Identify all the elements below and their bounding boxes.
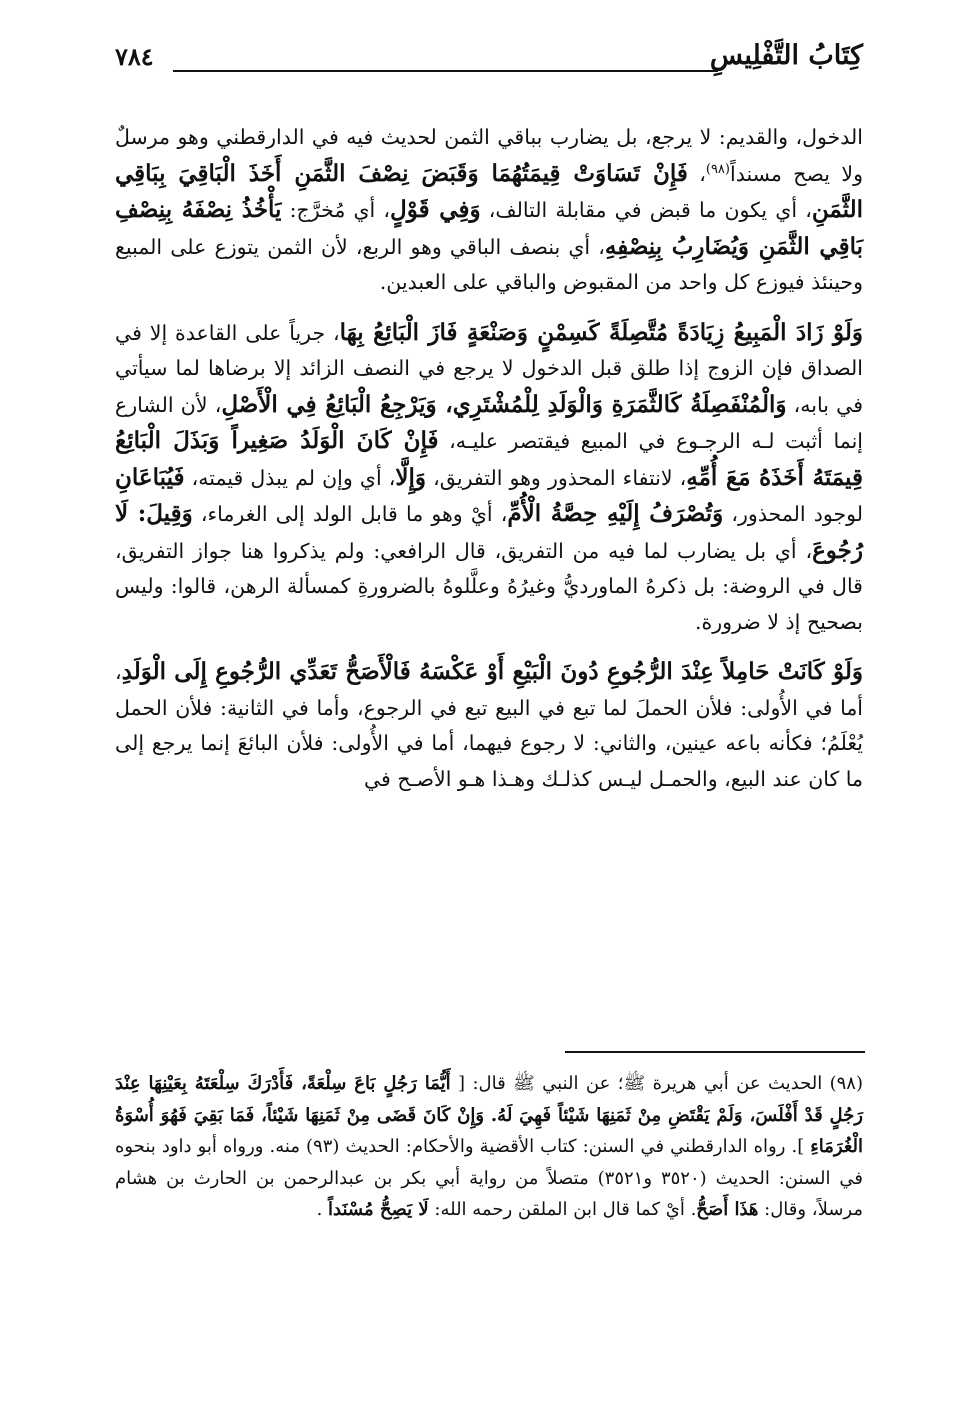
commentary-text: الدخول، والقديم: لا يرجع، بل يضارب بباقي الثمن لحديث فيه في الدارقطني وهو مرسلٌ ولا يصح مسنداً	[115, 125, 863, 186]
commentary-text: ، أما في الأُولى: فلأن الحملَ لما تبع في البيع تبع في الرجوع، وأما في الثانية: فلأن الحمل يُعْلَمُ؛ فكأنه باعه عينين، والثاني: لا رجوع فيهما، أما في الأُولى: فلأن البائعَ إنما يرجع إلى ما كان عند البيع، والحمـل ليـس كذلـك وهـذا هـو الأصـح في	[115, 660, 863, 791]
footnote-reference[interactable]: (٩٨)	[705, 161, 730, 177]
matn-text: فَيُبَاعَانِ	[115, 463, 185, 491]
header-rule	[173, 70, 718, 72]
matn-text: وَقِيلَ: لَا رُجُوعَ	[115, 500, 863, 564]
matn-text: وَفِي قَوْلٍ	[390, 196, 481, 223]
matn-text: وَالْمُنْفَصِلَةُ كَالثَّمَرَةِ وَالْوَلَدِ لِلْمُشْتَرِي، وَيَرْجِعُ الْبَائِعُ فِي الْأَصْلِ	[221, 390, 787, 418]
footnote	[115, 1068, 863, 1226]
matn-text: وَلَوْ كَانَتْ حَامِلاً عِنْدَ الرُّجُوعِ دُونَ الْبَيْعِ أَوْ عَكْسَهُ فَالْأَصَحُّ تَعَدِّي الرُّجُوعِ إِلَى الْوَلَدِ	[121, 658, 863, 685]
footnote-text: ]. رواه الدارقطني في السنن: كتاب الأقضية والأحكام: الحديث (٩٣) منه. ورواه أبو داود بنحوه في السنن: الحديث (٣٥٢٠ و٣٥٢١) متصلاً من رواية أبي بكر بن عبدالرحمن بن الحارث بن هشام مرسلاً، وقال:	[115, 1136, 864, 1220]
paragraph-3	[115, 654, 863, 797]
paragraph-2	[115, 315, 863, 641]
running-head	[115, 40, 863, 80]
hadith-text: لَا يَصِحُّ مُسْنَداً	[328, 1199, 429, 1220]
footnote-text: . أيْ كما قال ابن الملقن رحمه الله:	[428, 1199, 697, 1220]
commentary-text: ، لأن الشارع إنما أثبت لـه الرجـوع في المبيع فيقتصر عليـه،	[115, 392, 863, 453]
commentary-text: ، لانتفاء المحذور وهو التفريق،	[426, 465, 687, 490]
main-text	[115, 120, 863, 797]
commentary-text: ، جرياً على القاعدة إلا في الصداق فإن الزوج إذا طلق قبل الدخول لا يرجع في النصف الزائد إلا برضاها لما سيأتي في بابه،	[115, 320, 863, 417]
commentary-text: ، أيْ وهو ما قابل الولد إلى الغرماء،	[192, 502, 508, 526]
matn-text: وَتُصْرَفُ إِلَيْهِ حِصَّةُ الْأُمِّ	[507, 500, 724, 527]
footnote-separator	[565, 1051, 865, 1053]
footnote-98	[115, 1068, 863, 1226]
page-number: ٧٨٤	[115, 42, 154, 71]
commentary-text: ، أي وإن لم يبذل قيمته،	[184, 465, 396, 490]
footnote-text: .	[316, 1199, 329, 1220]
footnote-text: (٩٨) الحديث عن أبي هريرة ﷺ؛ عن النبي ﷺ قال: [	[450, 1073, 863, 1094]
paragraph-1	[115, 120, 863, 301]
matn-text: فَإِنْ كَانَ الْوَلَدُ صَغِيراً وَبَذَلَ الْبَائِعُ قِيمَتَهُ أَخَذَهُ مَعَ أُمِّهِ	[115, 427, 863, 491]
commentary-text: ، أي مُخرَّج:	[281, 198, 391, 222]
commentary-text: ، أي بنصف الباقي وهو الربع، لأن الثمن يتوزع على المبيع وحينئذ فيوزع كل واحد من المقبوض والباقي على العبدين.	[115, 234, 863, 294]
book-title: كِتَابُ التَّفْلِيسِ	[709, 40, 863, 71]
hadith-text: أَيُّمَا رَجُلٍ بَاعَ سِلْعَةً، فَأَدْرَكَ سِلْعَتَهُ بِعَيْنِهَا عِنْدَ رَجُلٍ قَدْ أَفْلَسَ، وَلَمْ يَقْتَضِ مِنْ ثَمَنِهَا شَيْئاً فَهِيَ لَهُ. وَإِنْ كَانَ قَضَى مِنْ ثَمَنِهَا شَيْئاً، فَمَا بَقِيَ فَهُوَ أُسْوَةُ الْغُرَمَاءِ	[115, 1073, 864, 1157]
matn-text: وَلَوْ زَادَ الْمَبِيعُ زِيَادَةً مُتَّصِلَةً كَسِمْنٍ وَصَنْعَةٍ فَازَ الْبَائِعُ بِهَا	[339, 318, 863, 346]
matn-text: يَأْخُذُ نِصْفَهُ بِنِصْفِ بَاقِي الثَّمَنِ وَيُضَارِبُ بِنِصْفِهِ	[115, 196, 863, 260]
commentary-text: ، أي يكون ما قبض في مقابلة التالف،	[480, 198, 812, 222]
hadith-text: هَذَا أَصَحُّ	[696, 1199, 759, 1220]
commentary-text: ، أي بل يضارب لما فيه من التفريق، قال الرافعي: ولم يذكروا هنا جواز التفريق، قال في الروضة: بل ذكرهُ الماورديُّ وغيرُهُ وعلَّلوهُ بالضرورةِ كمسألة الرهن، قالوا: وليس بصحيح إذ لا ضرورة.	[115, 538, 863, 634]
matn-text: وَإِلَّا	[395, 463, 427, 491]
commentary-text: ،	[687, 161, 706, 186]
commentary-text: لوجود المحذور،	[723, 502, 864, 526]
matn-text: فَإِنْ تَسَاوَتْ قِيمَتُهُمَا وَقَبَضَ نِصْفَ الثَّمَنِ أَخَذَ الْبَاقِيَ بِبَاقِي الثَّمَنِ	[115, 159, 863, 223]
